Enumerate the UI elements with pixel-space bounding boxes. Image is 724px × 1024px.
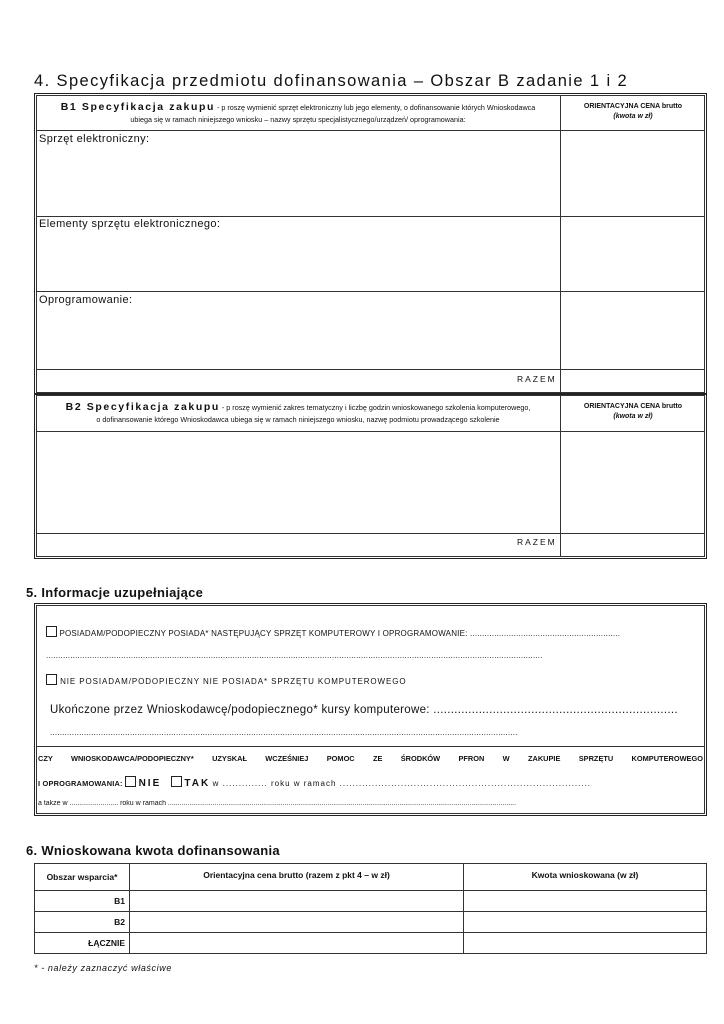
b2-sum-field[interactable] bbox=[561, 534, 704, 556]
b1-row-electronics-price[interactable] bbox=[561, 131, 704, 215]
total-requested-cell[interactable] bbox=[464, 933, 707, 954]
total-price-cell[interactable] bbox=[130, 933, 464, 954]
prior-aid-yes-checkbox[interactable] bbox=[171, 776, 182, 787]
b1-row-software-field[interactable] bbox=[37, 308, 559, 368]
courses-dots[interactable]: ................................................................................................................................................................................................. bbox=[50, 728, 518, 737]
b1-row-software-label: Oprogramowanie: bbox=[39, 294, 133, 306]
b1-price-label: ORIENTACYJNA CENA brutto bbox=[583, 103, 683, 110]
b2-price-cell[interactable] bbox=[130, 912, 464, 933]
b2-price-header bbox=[562, 402, 704, 422]
section-4-title: 4. Specyfikacja przedmiotu dofinansowania – Obszar B zadanie 1 i 2 bbox=[34, 72, 629, 90]
b2-desc-line2: o dofinansowanie którego Wnioskodawca ubiega się w ramach niniejszego wniosku, nazwę podmiotu prowadzącego szkolenie bbox=[96, 415, 500, 424]
row-label-total: ŁĄCZNIE bbox=[35, 933, 130, 954]
b1-row-electronics-label: Sprzęt elektroniczny: bbox=[39, 133, 150, 145]
b1-requested-cell[interactable] bbox=[464, 891, 707, 912]
section-6-title: 6. Wnioskowana kwota dofinansowania bbox=[26, 843, 280, 858]
prior-aid-prefix: I OPROGRAMOWANIA: bbox=[38, 779, 123, 788]
prior-aid-question: CZY WNIOSKODAWCA/PODOPIECZNY* UZYSKAŁ WCZEŚNIEJ POMOC ZE ŚRODKÓW PFRON W ZAKUPIE SPRZĘTU KOMPUTEROWEGO bbox=[38, 754, 703, 763]
b1-label: B1 Specyfikacja zakupu bbox=[60, 101, 215, 113]
header-price: Orientacyjna cena brutto (razem z pkt 4 – w zł) bbox=[130, 864, 464, 891]
b2-requested-cell[interactable] bbox=[464, 912, 707, 933]
header-area: Obszar wsparcia* bbox=[35, 864, 130, 891]
owns-equipment-dots[interactable]: ............................................................................................................................................................................................................. bbox=[46, 651, 543, 660]
footnote: * - należy zaznaczyć właściwe bbox=[34, 963, 172, 973]
no-equipment-text: NIE POSIADAM/PODOPIECZNY NIE POSIADA* SPRZĘTU KOMPUTEROWEGO bbox=[60, 677, 407, 686]
b1-row-software-price[interactable] bbox=[561, 292, 704, 368]
owns-equipment-text: POSIADAM/PODOPIECZNY POSIADA* NASTĘPUJĄCY SPRZĘT KOMPUTEROWY I OPROGRAMOWANIE: .............................................................. bbox=[59, 629, 621, 638]
b1-price-cell[interactable] bbox=[130, 891, 464, 912]
b2-sum-label: RAZEM bbox=[517, 537, 557, 547]
no-equipment-checkbox[interactable] bbox=[46, 674, 57, 685]
table-row bbox=[35, 891, 707, 912]
prior-aid-no-checkbox[interactable] bbox=[125, 776, 136, 787]
prior-aid-answer-row bbox=[38, 776, 701, 789]
b2-desc-line1: - p roszę wymienić zakres tematyczny i liczbę godzin wnioskowanego szkolenia komputerowego, bbox=[221, 403, 531, 412]
b1-row-elements-price[interactable] bbox=[561, 217, 704, 290]
b1-sum-field[interactable] bbox=[561, 370, 704, 392]
prior-aid-no-label: NIE bbox=[138, 778, 162, 789]
b1-desc-line2: ubiega się w ramach niniejszego wniosku – nazwy sprzętu specjalistycznego/urządzeń/ oprogramowania: bbox=[130, 115, 466, 124]
no-equipment-row bbox=[46, 674, 696, 686]
b1-row-elements-field[interactable] bbox=[37, 232, 559, 290]
owns-equipment-checkbox[interactable] bbox=[46, 626, 57, 637]
b1-row-electronics-field[interactable] bbox=[37, 147, 559, 215]
b2-price-unit: (kwota w zł) bbox=[613, 413, 653, 420]
b1-header bbox=[38, 101, 558, 126]
b2-training-field[interactable] bbox=[37, 432, 559, 532]
prior-aid-tail[interactable]: w .............. roku w ramach .............................................................................. bbox=[212, 779, 592, 788]
courses-line[interactable]: Ukończone przez Wnioskodawcę/podopiecznego* kursy komputerowe: ...................................................................... bbox=[50, 704, 678, 716]
b1-price-unit: (kwota w zł) bbox=[613, 113, 653, 120]
table-row bbox=[35, 933, 707, 954]
b1-sum-label: RAZEM bbox=[517, 374, 557, 384]
prior-aid-yes-label: TAK bbox=[184, 778, 211, 789]
b1-row-elements-label: Elementy sprzętu elektronicznego: bbox=[39, 218, 221, 230]
b1-desc-line1: - p roszę wymienić sprzęt elektroniczny lub jego elementy, o dofinansowanie których Wnioskodawca bbox=[217, 103, 536, 112]
b2-training-price[interactable] bbox=[561, 432, 704, 532]
prior-aid-also-line[interactable]: a także w ......................... roku w ramach ................................................................................................................................................................................... bbox=[38, 800, 517, 807]
requested-amount-table bbox=[34, 863, 707, 954]
b2-price-label: ORIENTACYJNA CENA brutto bbox=[583, 403, 683, 410]
row-label-b1: B1 bbox=[35, 891, 130, 912]
row-label-b2: B2 bbox=[35, 912, 130, 933]
b1-price-header bbox=[562, 102, 704, 122]
header-requested: Kwota wnioskowana (w zł) bbox=[464, 864, 707, 891]
b2-label: B2 Specyfikacja zakupu bbox=[65, 401, 220, 413]
owns-equipment-row bbox=[46, 626, 696, 638]
b2-header bbox=[38, 401, 558, 426]
section-5-title: 5. Informacje uzupełniające bbox=[26, 585, 204, 600]
table-row bbox=[35, 912, 707, 933]
